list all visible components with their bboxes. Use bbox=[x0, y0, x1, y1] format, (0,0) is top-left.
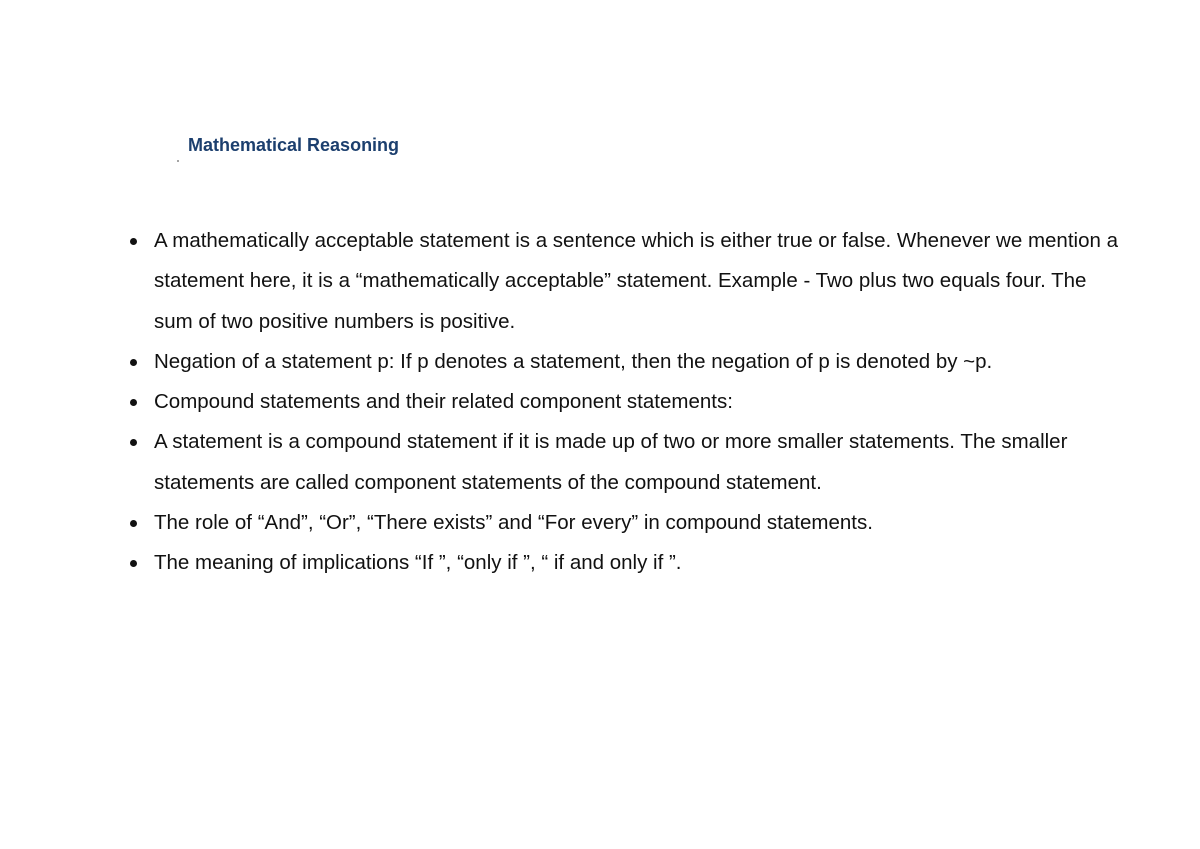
list-item bbox=[130, 503, 1120, 543]
bullet-icon bbox=[130, 238, 137, 245]
list-item bbox=[130, 342, 1120, 382]
list-item bbox=[130, 382, 1120, 422]
list-item-text: Compound statements and their related component statements: bbox=[154, 390, 733, 414]
bullet-icon bbox=[130, 399, 137, 406]
bullet-icon bbox=[130, 560, 137, 567]
page-title: Mathematical Reasoning bbox=[188, 135, 400, 155]
list-item-text: A statement is a compound statement if it is made up of two or more smaller statements. The smaller statements are called component statements of the compound statement. bbox=[154, 430, 1068, 494]
bullet-icon bbox=[130, 359, 137, 366]
list-item bbox=[130, 543, 1120, 583]
list-item-text: The meaning of implications “If ”, “only if ”, “ if and only if ”. bbox=[154, 551, 682, 575]
bullet-icon bbox=[130, 439, 137, 446]
bullet-icon bbox=[130, 520, 137, 527]
list-item-text: Negation of a statement p: If p denotes a statement, then the negation of p is denoted by ~p. bbox=[154, 349, 993, 373]
list-item bbox=[130, 422, 1120, 503]
list-item bbox=[130, 221, 1120, 342]
title-mark bbox=[177, 160, 179, 162]
list-item-text: A mathematically acceptable statement is a sentence which is either true or false. Whenever we mention a statement here, it is a “mathematically acceptable” statement. Example - Two plus two equals four. The sum of two positive numbers is positive. bbox=[154, 229, 1118, 333]
bullet-list bbox=[130, 221, 1120, 584]
list-item-text: The role of “And”, “Or”, “There exists” and “For every” in compound statements. bbox=[154, 511, 873, 535]
